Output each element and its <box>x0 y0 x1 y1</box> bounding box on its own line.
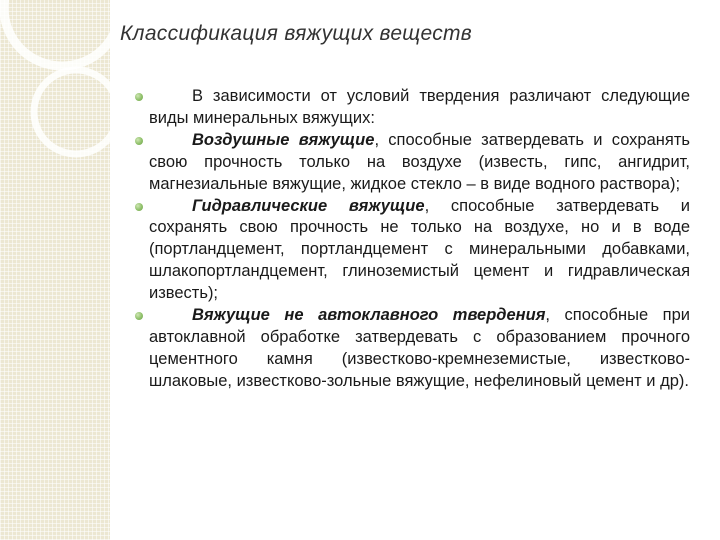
list-item <box>149 196 690 306</box>
list-item <box>149 130 690 196</box>
list-item <box>149 86 690 130</box>
classification-list <box>149 86 690 393</box>
bullet-icon <box>135 137 143 145</box>
item-term: Воздушные вяжущие <box>192 130 375 149</box>
bullet-icon <box>135 312 143 320</box>
list-item <box>149 305 690 393</box>
page-title: Классификация вяжущих веществ <box>120 22 473 45</box>
item-term: Вяжущие не автоклавного твердения <box>192 306 546 325</box>
item-text: , способные затвердевать и сохранять свою прочность только на воздухе (известь, гипс, ангидрит, магнезиальные вяжущие, жидкое стекло – в виде водного раствора); <box>149 130 690 193</box>
decorative-circles <box>0 0 110 540</box>
bullet-icon <box>135 93 143 101</box>
item-text: В зависимости от условий твердения различают следующие виды минеральных вяжущих: <box>149 87 690 127</box>
decorative-side-panel <box>0 0 110 540</box>
bullet-icon <box>135 203 143 211</box>
item-text: , способные при автоклавной обработке затвердевать с образованием прочного цементного камня (известково-кремнеземистые, известково-шлаковые, известково-зольные вяжущие, нефелиновый цемент и др). <box>149 306 691 390</box>
item-text: , способные затвердевать и сохранять свою прочность не только на воздухе, но и в воде (портландцемент, портландцемент с минеральными добавками, шлакопортландцемент, глиноземистый цемент и гидравлическая известь); <box>149 196 690 303</box>
item-term: Гидравлические вяжущие <box>192 196 425 215</box>
